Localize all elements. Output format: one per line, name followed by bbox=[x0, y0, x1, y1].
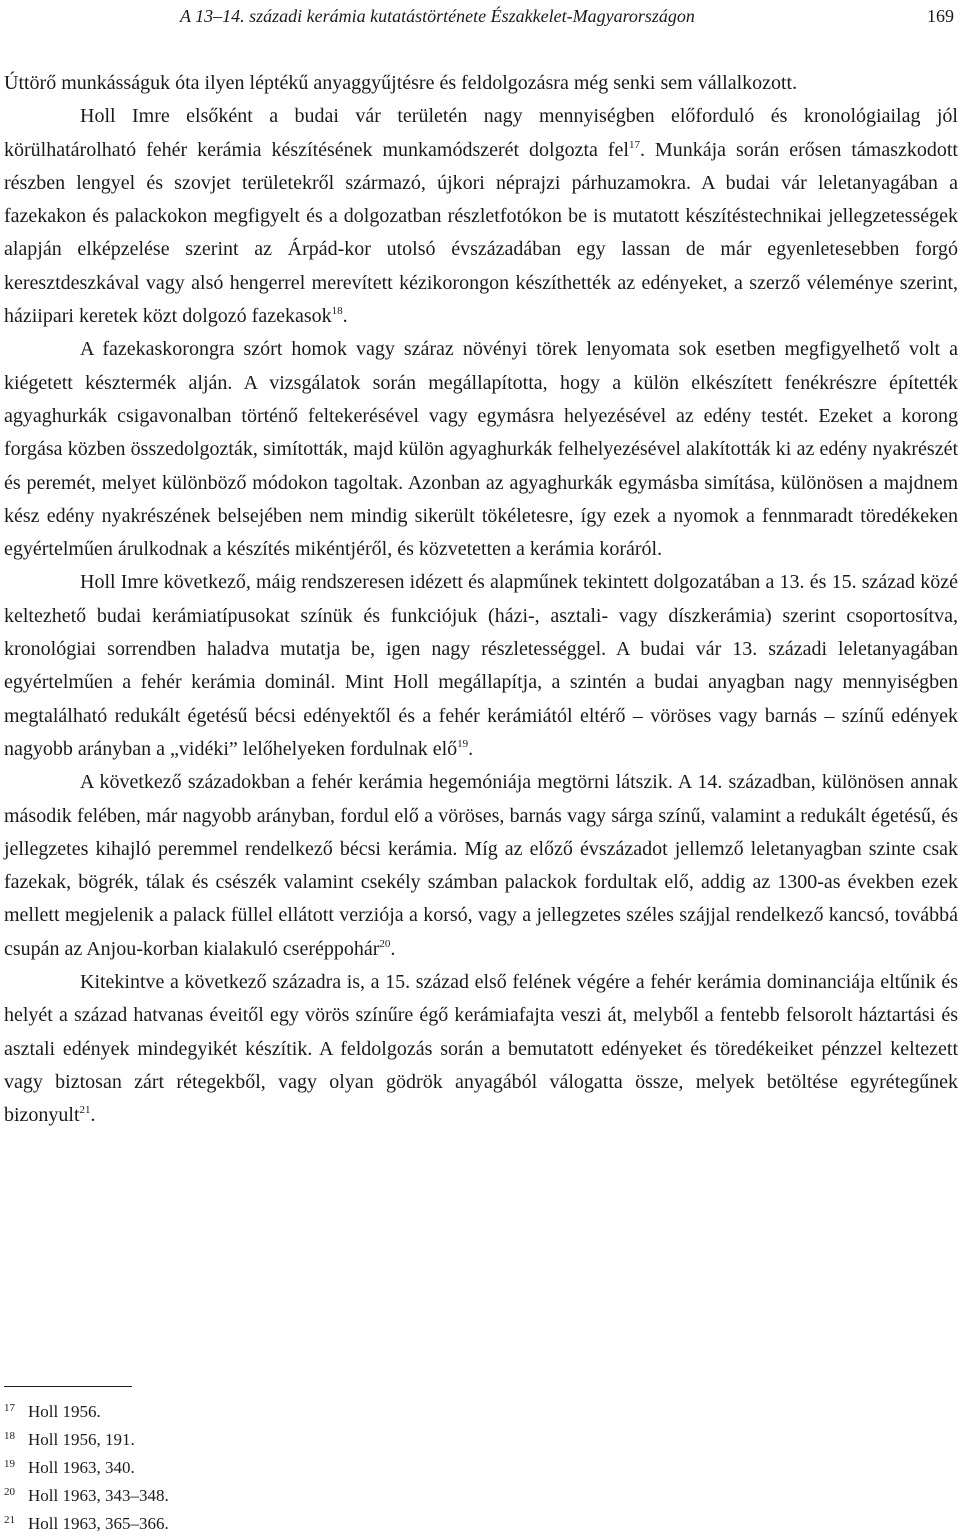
footnote bbox=[4, 1482, 604, 1510]
paragraph bbox=[4, 766, 958, 966]
paragraph-text: . Munkája során erősen támaszkodott részben lengyel és szovjet területekről származó, újkori néprajzi párhuzamokra. A budai vár leletanyagában a fazekakon és palackokon megfigyelt és a dolgozatban részletfotókon be is mutatott készítéstechnikai jellegzetességek alapján elképzelése szerint az Árpád-kor utolsó évszázadában egy lassan de már egyenletesebben forgó keresztdeszkával vagy alsó hengerrel merevített kézikorongon készíthették az edényeket, a szerző véleménye szerint, háziipari keretek közt dolgozó fazekasok bbox=[4, 138, 958, 328]
paragraph bbox=[4, 566, 958, 766]
paragraph-text: . bbox=[90, 1104, 96, 1127]
footnote-text: Holl 1956. bbox=[28, 1402, 101, 1421]
footnote-reference: 17 bbox=[628, 138, 640, 151]
footnote-reference: 20 bbox=[379, 937, 391, 950]
paragraph-text: Holl Imre következő, máig rendszeresen idézett és alapműnek tekintett dolgozatában a 13. és 15. század közé keltezhető budai kerámiatípusokat színük és funkciójuk (házi-, asztali- vagy díszkerámia) szerint csoportosítva, kronológiai sorrendben haladva mutatja be, igen nagy részletességgel. A budai vár 13. századi leletanyagában egyértelműen a fehér kerámia dominál. Mint Holl megállapítja, a szintén a budai anyagban nagy mennyiségben megtalálható redukált égetésű bécsi edényektől és a fehér kerámiától eltérő – vöröses vagy barnás – színű edények nagyobb arányban a „vidéki” lelőhelyeken fordulnak elő bbox=[4, 571, 958, 760]
footnotes bbox=[4, 1398, 604, 1538]
paragraph-text: . bbox=[468, 737, 474, 760]
footnote-reference: 21 bbox=[79, 1103, 91, 1116]
paragraph-text: . bbox=[390, 937, 396, 960]
paragraph bbox=[4, 333, 958, 566]
footnote-number: 20 bbox=[4, 1486, 15, 1498]
footnote-number: 19 bbox=[4, 1458, 15, 1470]
paragraph-text: A következő századokban a fehér kerámia hegemóniája megtörni látszik. A 14. században, különösen annak második felében, már nagyobb arányban, fordul elő a vöröses, barnás vagy sárga színű, valamint a redukált égetésű, és jellegzetes kihajló peremmel rendelkező bécsi kerámia. Míg az előző évszázadot jellemző leletanyagban szinte csak fazekak, bögrék, tálak és csészék valamint csekély számban palackok fordultak elő, addig az 1300-as években ezek mellett megjelenik a palack füllel ellátott verziója a korsó, vagy a jellegzetes széles szájjal rendelkező kancsó, továbbá csupán az Anjou-korban kialakuló cseréppohár bbox=[4, 771, 958, 960]
footnote-text: Holl 1956, 191. bbox=[28, 1430, 135, 1449]
footnote-reference: 19 bbox=[457, 737, 469, 750]
paragraph-text: Úttörő munkásságuk óta ilyen léptékű anyaggyűjtésre és feldolgozásra még senki sem vállalkozott. bbox=[4, 72, 798, 94]
footnote-text: Holl 1963, 365–366. bbox=[28, 1514, 169, 1533]
footnote-separator bbox=[4, 1386, 132, 1387]
footnote-number: 17 bbox=[4, 1402, 15, 1414]
page-number: 169 bbox=[927, 6, 954, 26]
footnote-number: 21 bbox=[4, 1514, 15, 1526]
paragraph-text: A fazekaskorongra szórt homok vagy száraz növényi törek lenyomata sok esetben megfigyelhető volt a kiégetett késztermék alján. A vizsgálatok során megállapította, hogy a külön elkészített fenékrészre építették agyaghurkák csigavonalban történő feltekerésével vagy egymásra helyezésével az edény testét. Ezeket a korong forgása közben összedolgozták, simították, majd külön agyaghurkák felhelyezésével alakították ki az edény nyakrészét és peremét, melyet különböző módokon tagoltak. Azonban az agyaghurkák egymásba simítása, különösen a majdnem kész edény nyakrészének belsejében nem mindig sikerült tökéletesre, így ezek a nyomok a fennmaradt töredékeken egyértelműen árulkodnak a készítés mikéntjéről, és közvetetten a kerámia koráról. bbox=[4, 338, 958, 561]
book-page bbox=[4, 0, 958, 1536]
footnote-number: 18 bbox=[4, 1430, 15, 1442]
running-head bbox=[4, 2, 958, 30]
paragraph-text: Kitekintve a következő századra is, a 15. század első felének végére a fehér kerámia dominanciája eltűnik és helyét a század hatvanas éveitől egy vörös színűre égő kerámiafajta veszi át, melyből a fentebb felsorolt háztartási és asztali edények mindegyikét készítik. A feldolgozás során a bemutatott edényeket és töredékeiket pénzzel keltezett vagy biztosan zárt rétegekből, vagy olyan gödrök anyagából válogatta össze, melyek betöltése egyrétegűnek bizonyult bbox=[4, 971, 958, 1127]
running-title: A 13–14. századi kerámia kutatástörténete Északkelet-Magyarországon bbox=[180, 6, 695, 26]
paragraph bbox=[4, 100, 958, 333]
footnote bbox=[4, 1510, 604, 1538]
footnote-text: Holl 1963, 340. bbox=[28, 1458, 135, 1477]
body-text bbox=[4, 67, 958, 1133]
footnote-reference: 18 bbox=[331, 304, 343, 317]
footnote-text: Holl 1963, 343–348. bbox=[28, 1486, 169, 1505]
paragraph-text: Holl Imre elsőként a budai vár területén nagy mennyiségben előforduló és kronológiailag jól körülhatárolható fehér kerámia készítésének munkamódszerét dolgozta fel bbox=[4, 105, 958, 161]
paragraph bbox=[4, 67, 958, 100]
footnote bbox=[4, 1398, 604, 1426]
footnote bbox=[4, 1454, 604, 1482]
paragraph bbox=[4, 966, 958, 1132]
footnote bbox=[4, 1426, 604, 1454]
paragraph-text: . bbox=[342, 305, 348, 328]
